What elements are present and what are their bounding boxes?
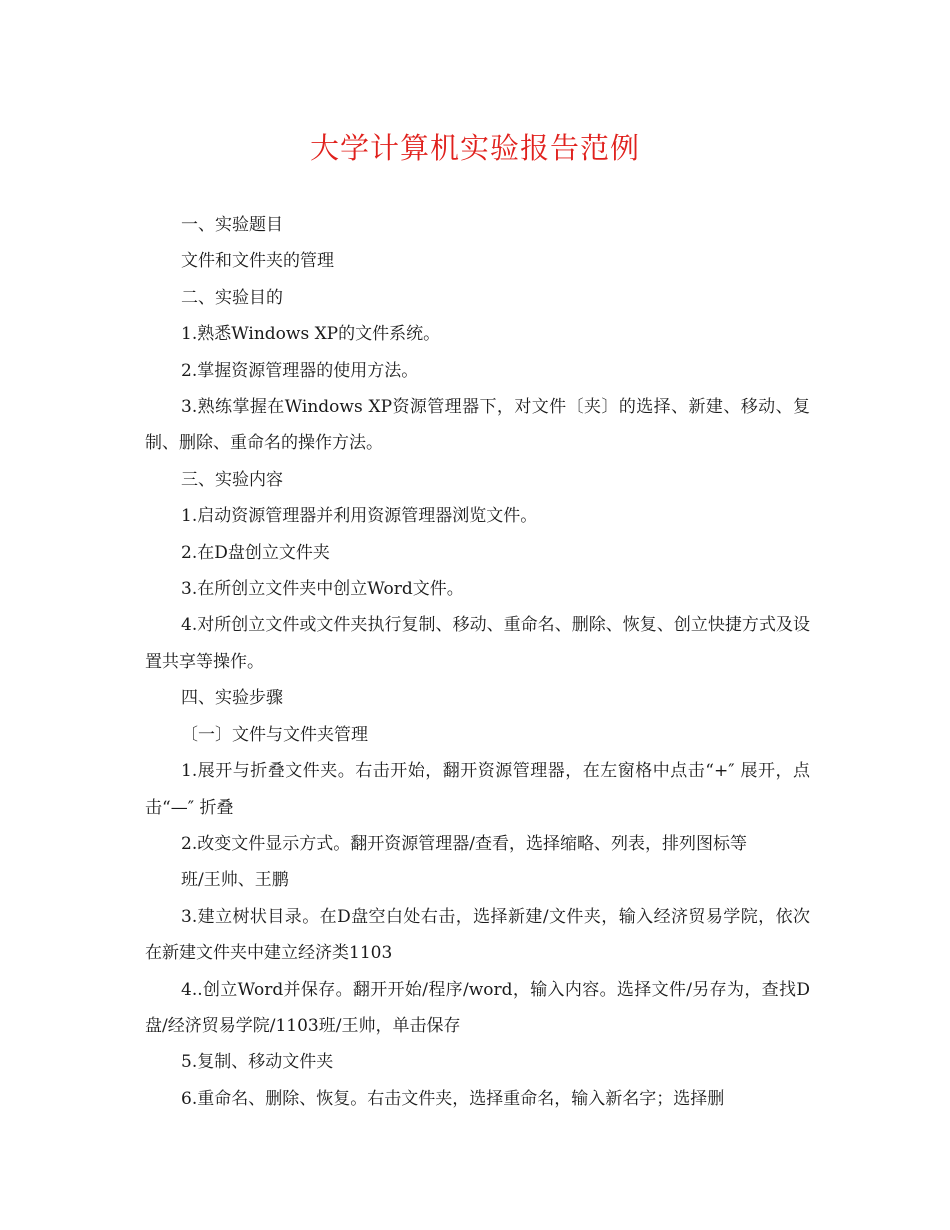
paragraph: 1.启动资源管理器并利用资源管理器浏览文件。 (181, 506, 538, 527)
paragraph: 二、实验目的 (181, 287, 283, 308)
paragraph: 一、实验题目 (181, 215, 283, 235)
paragraph: 6.重命名、删除、恢复。右击文件夹，选择重命名，输入新名字；选择删 (181, 1088, 725, 1109)
paragraph: 4.对所创立文件或文件夹执行复制、移动、重命名、删除、恢复、创立快捷方式及设置共享等操作。 (145, 615, 810, 672)
paragraph: 3.熟练掌握在Windows XP资源管理器下，对文件〔夹〕的选择、新建、移动、复制、删除、重命名的操作方法。 (145, 397, 810, 454)
paragraph: 2.改变文件显示方式。翻开资源管理器/查看，选择缩略、列表，排列图标等 (181, 833, 747, 854)
paragraph: 四、实验步骤 (181, 688, 283, 709)
document-body (145, 207, 810, 1117)
paragraph: 三、实验内容 (181, 469, 283, 490)
document-title: 大学计算机实验报告范例 (309, 131, 640, 165)
paragraph: 〔一〕文件与文件夹管理 (181, 724, 368, 745)
paragraph: 3.建立树状目录。在D盘空白处右击，选择新建/文件夹，输入经济贸易学院，依次在新建文件夹中建立经济类1103 (145, 906, 810, 964)
paragraph: 4..创立Word并保存。翻开开始/程序/word，输入内容。选择文件/另存为，查找D盘/经济贸易学院/1103班/王帅，单击保存 (145, 979, 810, 1036)
paragraph: 班/王帅、王鹏 (181, 870, 289, 891)
paragraph: 1.展开与折叠文件夹。右击开始，翻开资源管理器，在左窗格中点击“+″ 展开，点击“—″ 折叠 (145, 761, 810, 818)
paragraph: 1.熟悉Windows XP的文件系统。 (181, 324, 441, 345)
paragraph: 2.掌握资源管理器的使用方法。 (181, 360, 419, 381)
paragraph: 2.在D盘创立文件夹 (181, 542, 330, 563)
paragraph: 3.在所创立文件夹中创立Word文件。 (181, 579, 464, 600)
paragraph: 5.复制、移动文件夹 (181, 1052, 334, 1073)
paragraph: 文件和文件夹的管理 (181, 251, 334, 272)
